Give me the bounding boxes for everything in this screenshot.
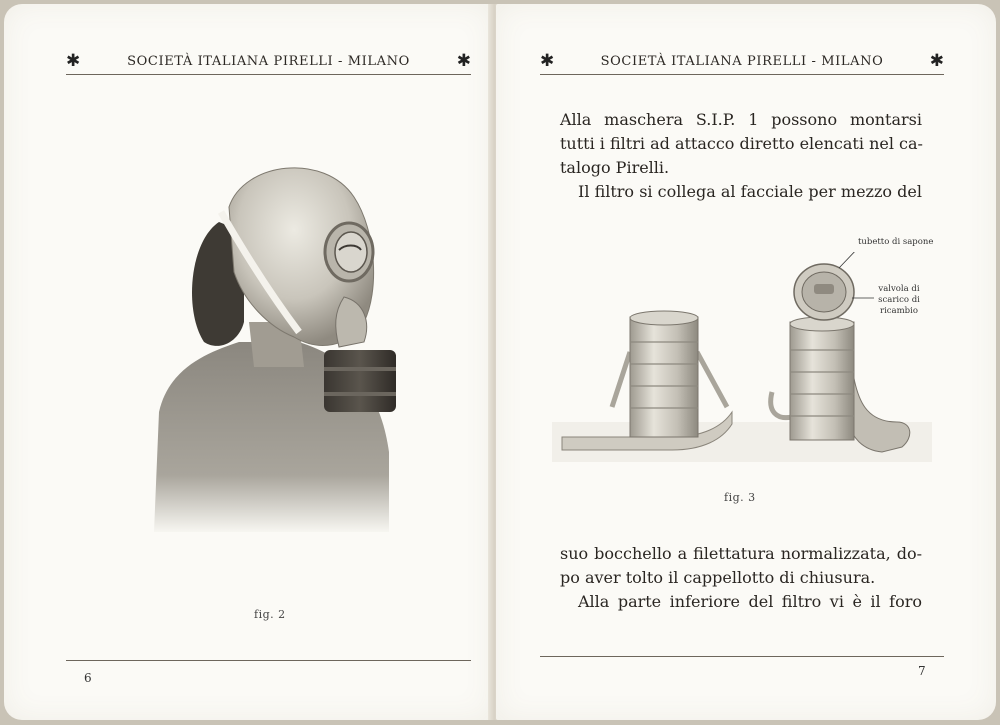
- text-line: po aver tolto il cappellotto di chiusura.: [560, 568, 876, 587]
- fig-2-caption: fig. 2: [254, 608, 286, 621]
- text-line: Alla maschera S.I.P. 1 possono montarsi: [560, 110, 922, 129]
- valve-label-line: scarico di: [878, 295, 920, 305]
- valve-label: [874, 284, 924, 317]
- right-footer-rule: [540, 656, 944, 657]
- text-line: suo bocchello a filettatura normalizzata, do-: [560, 544, 922, 563]
- valve-label-line: valvola di: [878, 284, 920, 294]
- text-line: Il filtro si collega al facciale per mezzo del: [578, 182, 922, 201]
- top-paragraph: [560, 108, 922, 204]
- text-line: tutti i filtri ad attacco diretto elencati nel ca-: [560, 134, 923, 153]
- left-page: [4, 4, 492, 720]
- left-page-number: 6: [84, 671, 92, 685]
- right-running-header: [540, 48, 944, 75]
- right-page-number: 7: [918, 664, 926, 678]
- star-icon: ✱: [66, 50, 81, 71]
- star-icon: ✱: [456, 50, 471, 71]
- star-icon: ✱: [540, 50, 555, 71]
- star-icon: ✱: [929, 50, 944, 71]
- left-header-title: SOCIETÀ ITALIANA PIRELLI - MILANO: [127, 53, 410, 69]
- text-line: Alla parte inferiore del filtro vi è il foro: [578, 592, 922, 611]
- left-running-header: [66, 48, 471, 75]
- fig-3-caption: fig. 3: [724, 491, 756, 504]
- valve-label-line: ricambio: [880, 306, 918, 316]
- bottom-paragraph: [560, 542, 922, 614]
- gas-mask-portrait-figure: [149, 152, 399, 532]
- right-header-title: SOCIETÀ ITALIANA PIRELLI - MILANO: [600, 53, 884, 69]
- text-line: talogo Pirelli.: [560, 158, 670, 177]
- left-footer-rule: [66, 660, 471, 661]
- right-page: [496, 4, 996, 720]
- soap-tube-label: tubetto di sapone: [858, 237, 934, 247]
